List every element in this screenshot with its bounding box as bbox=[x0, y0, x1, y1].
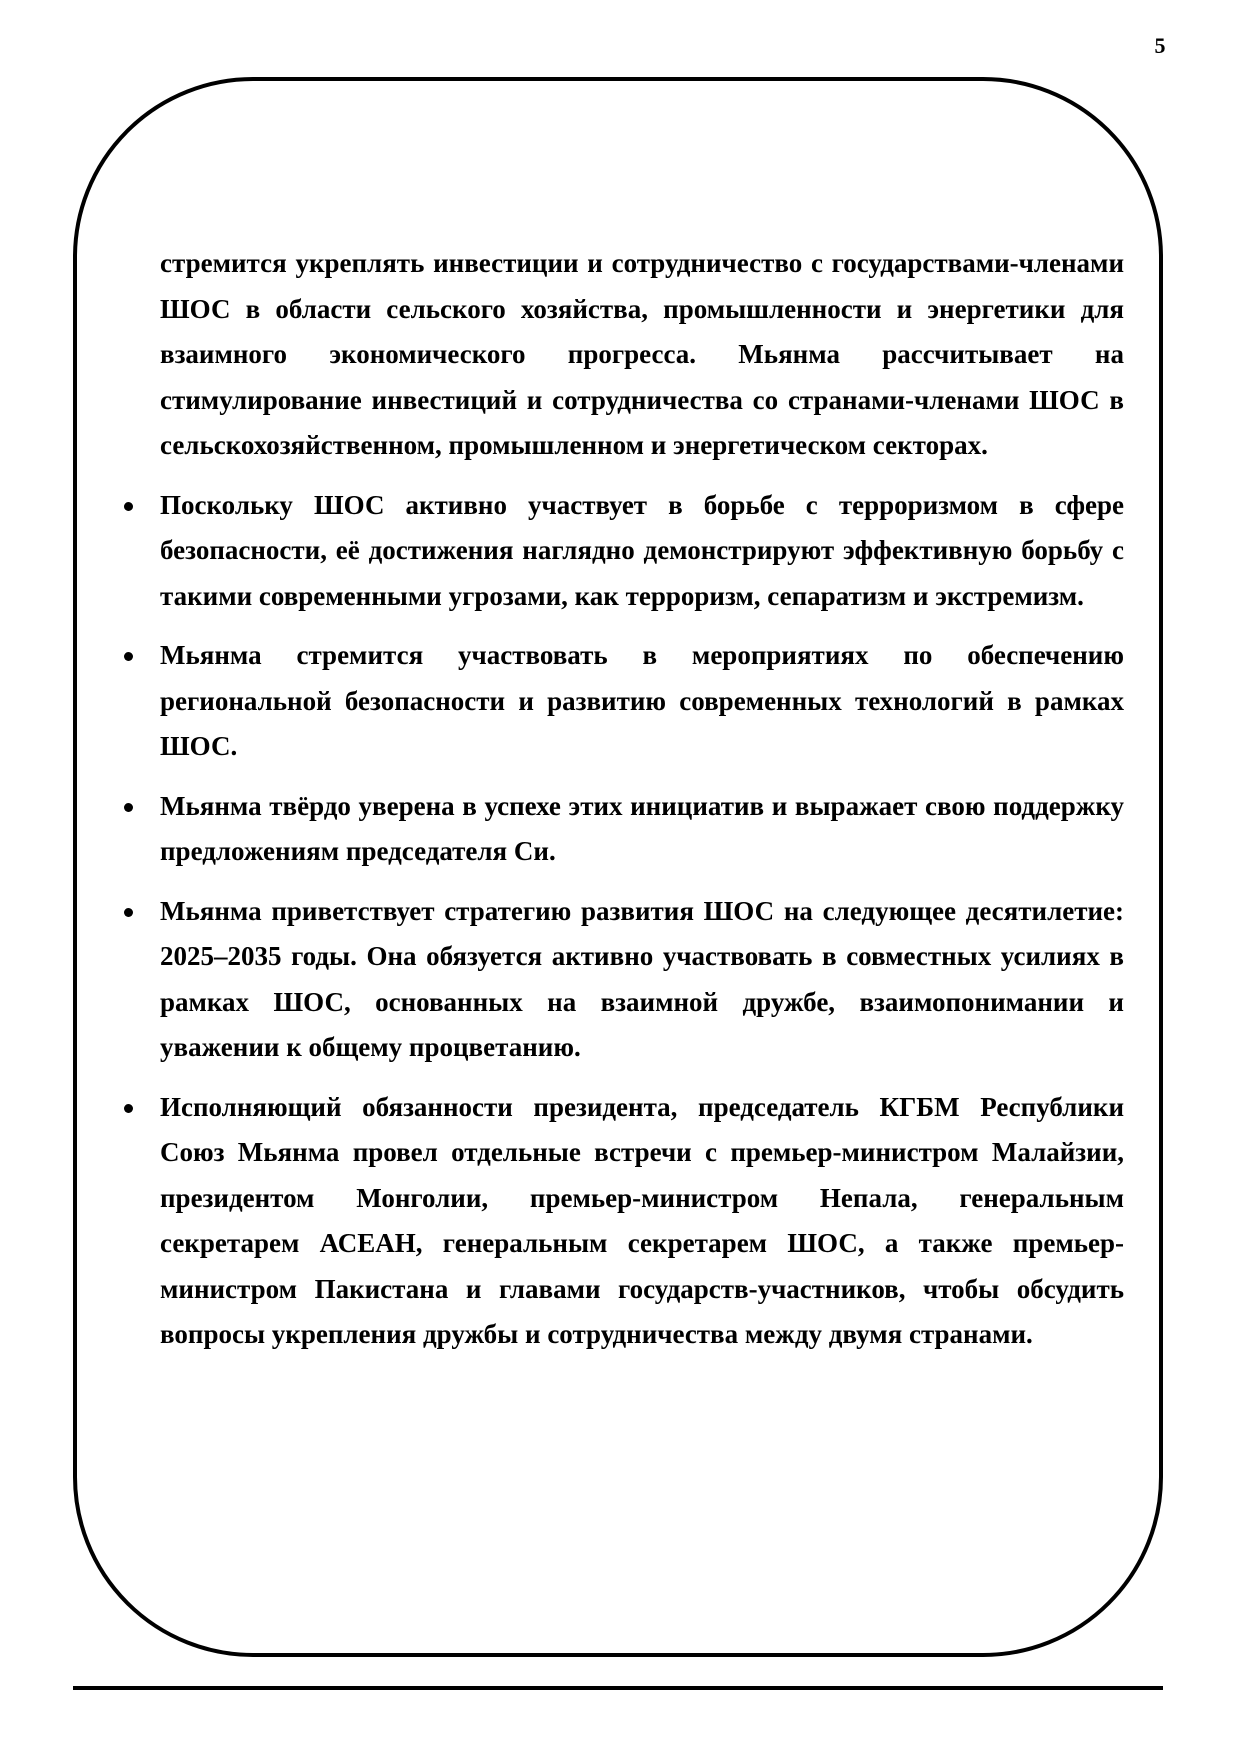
bullet-icon bbox=[124, 908, 133, 917]
bottom-rule bbox=[73, 1686, 1163, 1690]
bullet-text: Исполняющий обязанности президента, председатель КГБМ Республики Союз Мьянма провел отдельные встречи с премьер-министром Малайзии, президентом Монголии, премьер-министром Непала, генеральным секретарем АСЕАН, генеральным секретарем ШОС, а также премьер-министром Пакистана и главами государств-участников, чтобы обсудить вопросы укрепления дружбы и сотрудничества между двумя странами. bbox=[160, 1091, 1124, 1349]
page-number: 5 bbox=[1154, 33, 1166, 58]
list-item bbox=[110, 889, 1124, 1071]
list-item bbox=[110, 1085, 1124, 1358]
list-item bbox=[110, 633, 1124, 770]
bullet-icon bbox=[124, 502, 133, 511]
list-item bbox=[110, 784, 1124, 875]
bullet-text: Мьянма приветствует стратегию развития ШОС на следующее десятилетие: 2025–2035 годы. Она обязуется активно участвовать в совместных усилиях в рамках ШОС, основанных на взаимной дружбе, взаимопонимании и уважении к общему процветанию. bbox=[160, 895, 1124, 1062]
intro-paragraph: стремится укреплять инвестиции и сотрудничество с государствами-членами ШОС в области сельского хозяйства, промышленности и энергетики для взаимного экономического прогресса. Мьянма рассчитывает на стимулирование инвестиций и сотрудничества со странами-членами ШОС в сельскохозяйственном, промышленном и энергетическом секторах. bbox=[160, 248, 1124, 460]
bullet-list bbox=[110, 483, 1124, 1358]
bullet-text: Поскольку ШОС активно участвует в борьбе с терроризмом в сфере безопасности, её достижения наглядно демонстрируют эффективную борьбу с такими современными угрозами, как терроризм, сепаратизм и экстремизм. bbox=[160, 489, 1124, 611]
list-item bbox=[110, 483, 1124, 620]
bullet-icon bbox=[124, 1104, 133, 1113]
bullet-icon bbox=[124, 652, 133, 661]
bullet-text: Мьянма стремится участвовать в мероприятиях по обеспечению региональной безопасности и развитию современных технологий в рамках ШОС. bbox=[160, 640, 1124, 761]
bullet-text: Мьянма твёрдо уверена в успехе этих инициатив и выражает свою поддержку предложениям председателя Си. bbox=[160, 790, 1124, 866]
document-body bbox=[110, 241, 1124, 1358]
bullet-icon bbox=[124, 803, 133, 812]
